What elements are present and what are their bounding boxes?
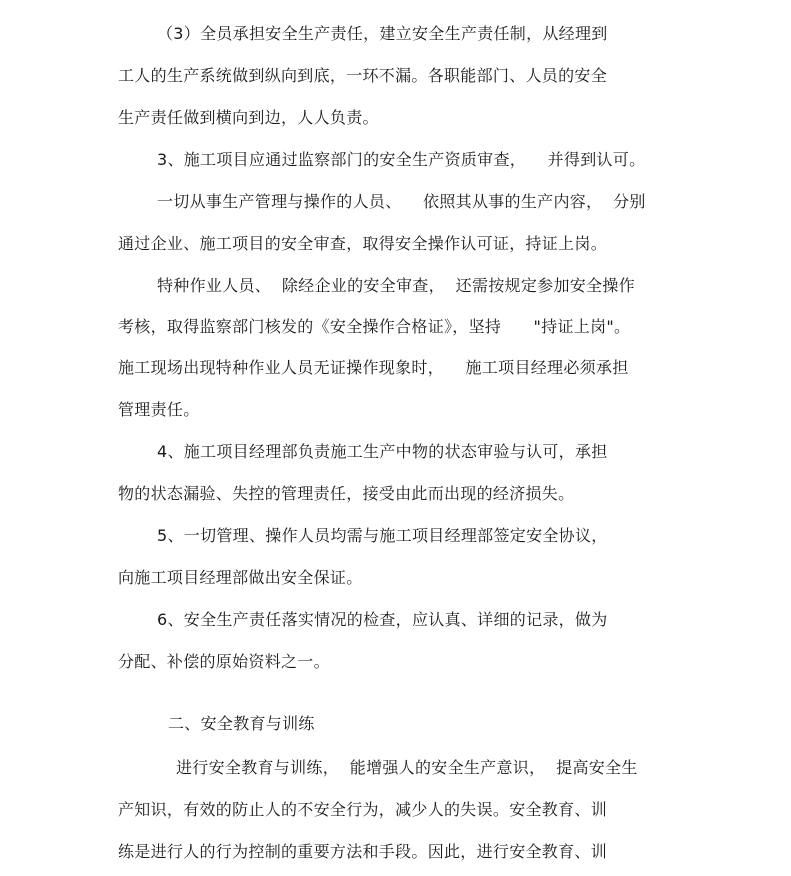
text-line: 一切从事生产管理与操作的人员、 依照其从事的生产内容， 分别: [157, 192, 646, 211]
text-line: 分配、补偿的原始资料之一。: [118, 652, 330, 671]
section-heading: 二、安全教育与训练: [168, 714, 315, 733]
text-line: 练是进行人的行为控制的重要方法和手段。因此，进行安全教育、训: [118, 842, 608, 861]
text-line: 4、施工项目经理部负责施工生产中物的状态审验与认可，承担: [157, 442, 608, 461]
text-line: 3、施工项目应通过监察部门的安全生产资质审查， 并得到认可。: [157, 150, 646, 169]
text-line: 生产责任做到横向到边，人人负责。: [118, 108, 379, 127]
text-line: 考核，取得监察部门核发的《安全操作合格证》，坚持 "持证上岗"。: [118, 317, 631, 336]
text-line: 通过企业、施工项目的安全审查，取得安全操作认可证，持证上岗。: [118, 234, 608, 253]
text-line: 特种作业人员、 除经企业的安全审查， 还需按规定参加安全操作: [157, 276, 635, 295]
text-line: 施工现场出现特种作业人员无证操作现象时， 施工项目经理必须承担: [118, 358, 629, 377]
text-line: 工人的生产系统做到纵向到底，一环不漏。各职能部门、人员的安全: [118, 66, 608, 85]
text-line: 管理责任。: [118, 400, 200, 419]
text-line: 物的状态漏验、失控的管理责任，接受由此而出现的经济损失。: [118, 484, 575, 503]
text-line: 产知识，有效的防止人的不安全行为，减少人的失误。安全教育、训: [118, 800, 608, 819]
text-line: 进行安全教育与训练， 能增强人的安全生产意识， 提高安全生: [176, 758, 638, 777]
text-line: 6、安全生产责任落实情况的检查，应认真、详细的记录，做为: [157, 610, 608, 629]
text-line: 向施工项目经理部做出安全保证。: [118, 568, 363, 587]
text-line: （3）全员承担安全生产责任，建立安全生产责任制，从经理到: [157, 24, 608, 43]
text-line: 5、一切管理、操作人员均需与施工项目经理部签定安全协议，: [157, 526, 608, 545]
